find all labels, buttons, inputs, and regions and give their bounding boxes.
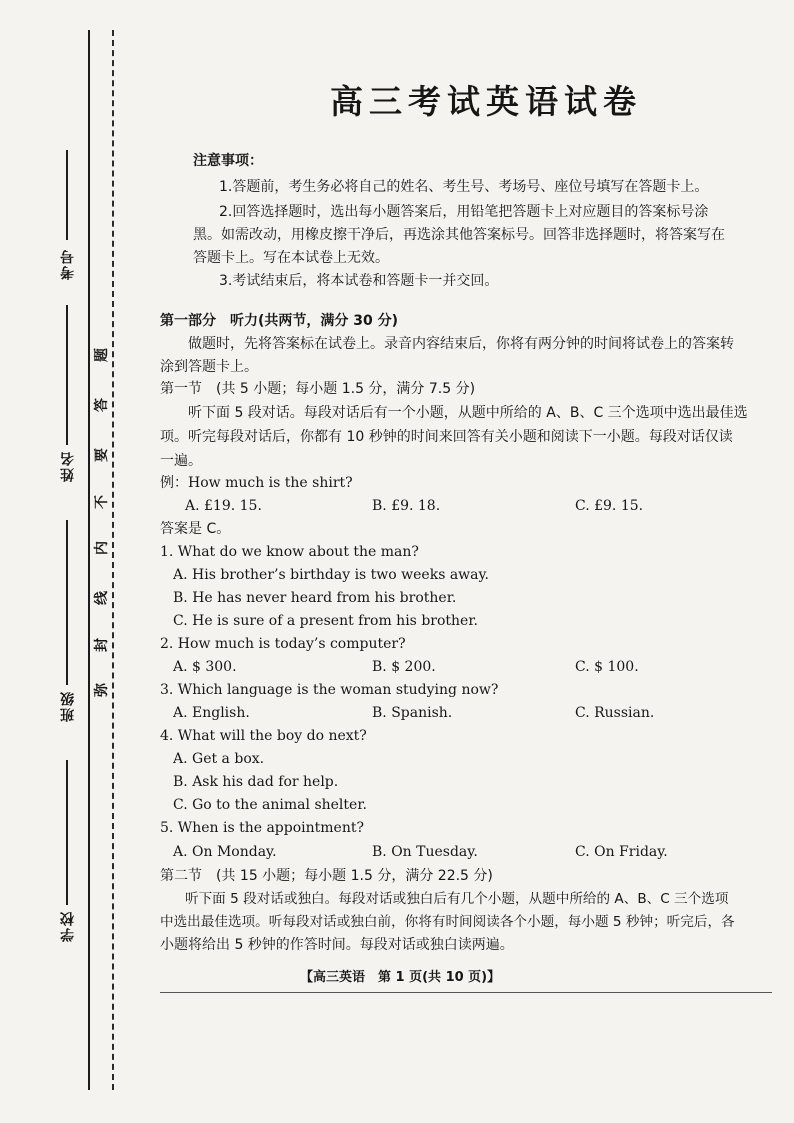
example-option-a: A. £19. 15. (185, 498, 262, 514)
question-4-option-c: C. Go to the animal shelter. (173, 797, 367, 813)
example-option-c: C. £9. 15. (575, 498, 644, 514)
question-5-option-b: B. On Tuesday. (372, 844, 478, 860)
section2-heading: 第二节 (共 15 小题；每小题 1.5 分，满分 22.5 分) (160, 868, 493, 884)
name-blank (66, 305, 68, 445)
question-3-option-a: A. English. (173, 705, 250, 721)
footer-rule (160, 992, 772, 993)
class-blank (66, 520, 68, 685)
seal-char: 要 (94, 448, 110, 462)
question-2-option-a: A. $ 300. (173, 659, 237, 675)
notice-heading: 注意事项： (193, 153, 263, 169)
school-blank (66, 760, 68, 905)
question-3-option-c: C. Russian. (575, 705, 655, 721)
school-label: 学校 (60, 910, 76, 942)
seal-char: 内 (94, 541, 110, 555)
notice-item-1: 1.答题前，考生务必将自己的姓名、考生号、考场号、座位号填写在答题卡上。 (219, 179, 709, 195)
notice-item-2-line-3: 答题卡上。写在本试卷上无效。 (193, 250, 389, 266)
part1-intro-line-2: 涂到答题卡上。 (160, 359, 258, 375)
question-5-option-a: A. On Monday. (173, 844, 277, 860)
page-title: 高三考试英语试卷 (330, 82, 642, 121)
question-3-option-b: B. Spanish. (372, 705, 453, 721)
example-answer: 答案是 C。 (160, 521, 231, 537)
seal-char: 弥 (94, 683, 110, 697)
question-4-option-b: B. Ask his dad for help. (173, 774, 339, 790)
part1-heading: 第一部分 听力(共两节，满分 30 分) (160, 313, 399, 329)
notice-item-2-line-1: 2.回答选择题时，选出每小题答案后，用铅笔把答题卡上对应题目的答案标号涂 (219, 204, 709, 220)
exam-no-blank (66, 150, 68, 240)
seal-dashed-line (112, 30, 114, 1090)
class-label: 班级 (60, 690, 76, 722)
question-1: 1. What do we know about the man? (160, 544, 419, 560)
question-3: 3. Which language is the woman studying now? (160, 682, 499, 698)
notice-item-3: 3.考试结束后，将本试卷和答题卡一并交回。 (219, 273, 499, 289)
question-2-option-c: C. $ 100. (575, 659, 639, 675)
section2-intro-line-1: 听下面 5 段对话或独白。每段对话或独白后有几个小题，从题中所给的 A、B、C 三个选项 (185, 891, 729, 907)
seal-char: 封 (94, 638, 110, 652)
section2-intro-line-3: 小题将给出 5 秒钟的作答时间。每段对话或独白读两遍。 (160, 937, 514, 953)
question-5-option-c: C. On Friday. (575, 844, 668, 860)
example-option-b: B. £9. 18. (372, 498, 441, 514)
question-2: 2. How much is today’s computer? (160, 636, 406, 652)
part1-intro-line-1: 做题时，先将答案标在试卷上。录音内容结束后，你将有两分钟的时间将试卷上的答案转 (188, 336, 734, 352)
seal-char: 线 (94, 591, 110, 605)
example-question: 例：How much is the shirt? (160, 475, 353, 491)
question-4: 4. What will the boy do next? (160, 728, 367, 744)
seal-char: 不 (94, 495, 110, 509)
section1-heading: 第一节 (共 5 小题；每小题 1.5 分，满分 7.5 分) (160, 381, 476, 397)
question-1-option-b: B. He has never heard from his brother. (173, 590, 457, 606)
section1-intro-line-3: 一遍。 (160, 453, 202, 469)
binding-line (88, 30, 90, 1090)
question-2-option-b: B. $ 200. (372, 659, 436, 675)
question-4-option-a: A. Get a box. (173, 751, 265, 767)
section2-intro-line-2: 中选出最佳选项。听每段对话或独白前，你将有时间阅读各个小题，每小题 5 秒钟；听完后，各 (160, 914, 735, 930)
question-5: 5. When is the appointment? (160, 820, 364, 836)
page-footer: 【高三英语 第 1 页(共 10 页)】 (300, 970, 501, 985)
exam-no-label: 考号 (60, 248, 76, 280)
seal-char: 答 (94, 398, 110, 412)
question-1-option-a: A. His brother’s birthday is two weeks away. (173, 567, 490, 583)
section1-intro-line-2: 项。听完每段对话后，你都有 10 秒钟的时间来回答有关小题和阅读下一小题。每段对话仅读 (160, 429, 733, 445)
question-1-option-c: C. He is sure of a present from his brother. (173, 613, 478, 629)
section1-intro-line-1: 听下面 5 段对话。每段对话后有一个小题，从题中所给的 A、B、C 三个选项中选出最佳选 (188, 405, 748, 421)
seal-char: 题 (94, 348, 110, 362)
name-label: 姓名 (60, 450, 76, 482)
notice-item-2-line-2: 黑。如需改动，用橡皮擦干净后，再选涂其他答案标号。回答非选择题时，将答案写在 (193, 227, 725, 243)
